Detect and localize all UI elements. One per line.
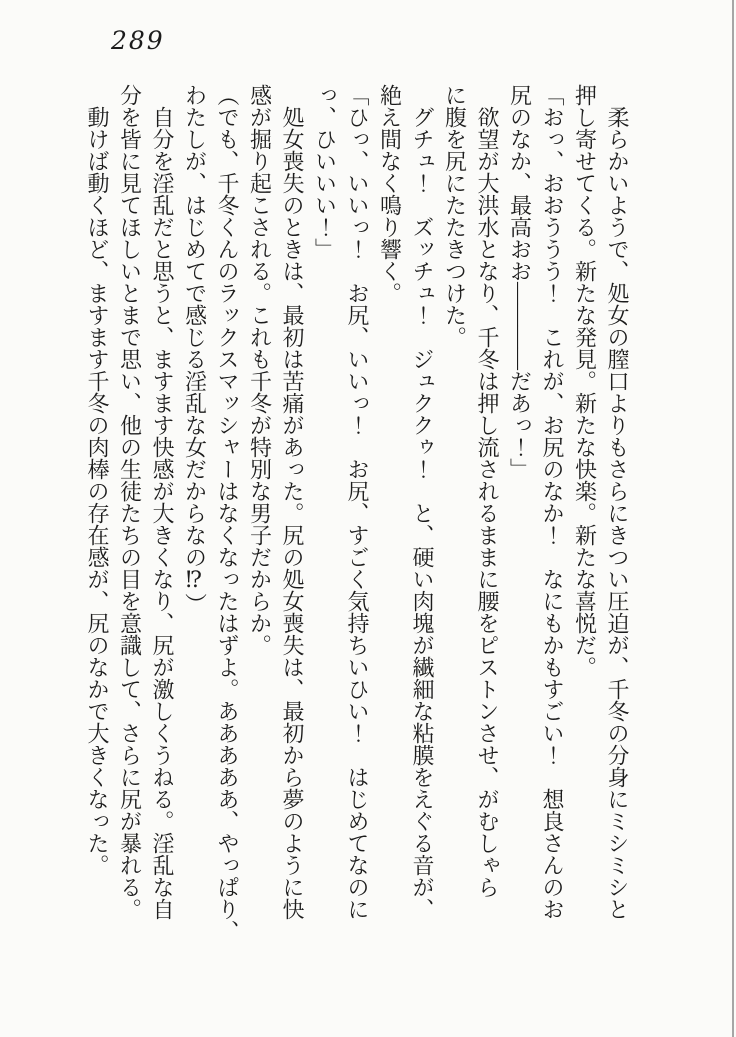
page-number: 289 [111, 26, 165, 55]
text-column: 動けば動くほど、ますます千冬の肉棒の存在感が、尻のなかで大きくなった。 [85, 84, 110, 876]
text-column: 自分を淫乱だと思うと、ますます快感が大きくなり、尻が激しくうねる。淫乱な自 [150, 84, 175, 920]
text-column: 「おっ、おおううう！ これが、お尻のなか！ なにもかもすごい！ 想良さんのお [540, 84, 565, 920]
text-column: 分を皆に見てほしいとまで思い、他の生徒たちの目を意識して、さらに尻が暴れる。 [117, 84, 143, 920]
text-column: っ、ひいいい！」 [312, 84, 338, 260]
text-column: 感が掘り起こされる。これも千冬が特別な男子だからか。 [247, 84, 273, 656]
text-column: 尻のなか、最高おお――――だあっ！」 [507, 84, 533, 480]
text-block [81, 84, 634, 1009]
text-column: グチュ！ ズッチュ！ ジュククゥ！ と、硬い肉塊が繊細な粘膜をえぐる音が、 [410, 84, 435, 920]
text-column: 押し寄せてくる。新たな発見。新たな快楽。新たな喜悦だ。 [572, 84, 598, 678]
text-column: 柔らかいようで、処女の膣口よりもさらにきつい圧迫が、千冬の分身にミシミシと [605, 84, 630, 920]
text-column: 欲望が大洪水となり、千冬は押し流されるままに腰をピストンさせ、がむしゃら [475, 84, 500, 898]
scan-edge-line [732, 0, 734, 1037]
text-column: わたしが、はじめてで感じる淫乱な女だからなの⁉） [182, 84, 208, 615]
text-column: 処女喪失のときは、最初は苦痛があった。尻の処女喪失は、最初から夢のように快 [280, 84, 305, 920]
text-column: に腹を尻にたたきつけた。 [442, 84, 468, 348]
text-column: 絶え間なく鳴り響く。 [377, 84, 403, 304]
text-column: （でも、千冬くんのラックスマッシャーはなくなったはずよ。あああああ、やっぱり、 [215, 84, 240, 942]
text-column: 「ひっ、いいっ！ お尻、いいっ！ お尻、すごく気持ちいひい！ はじめてなのに [345, 84, 370, 920]
